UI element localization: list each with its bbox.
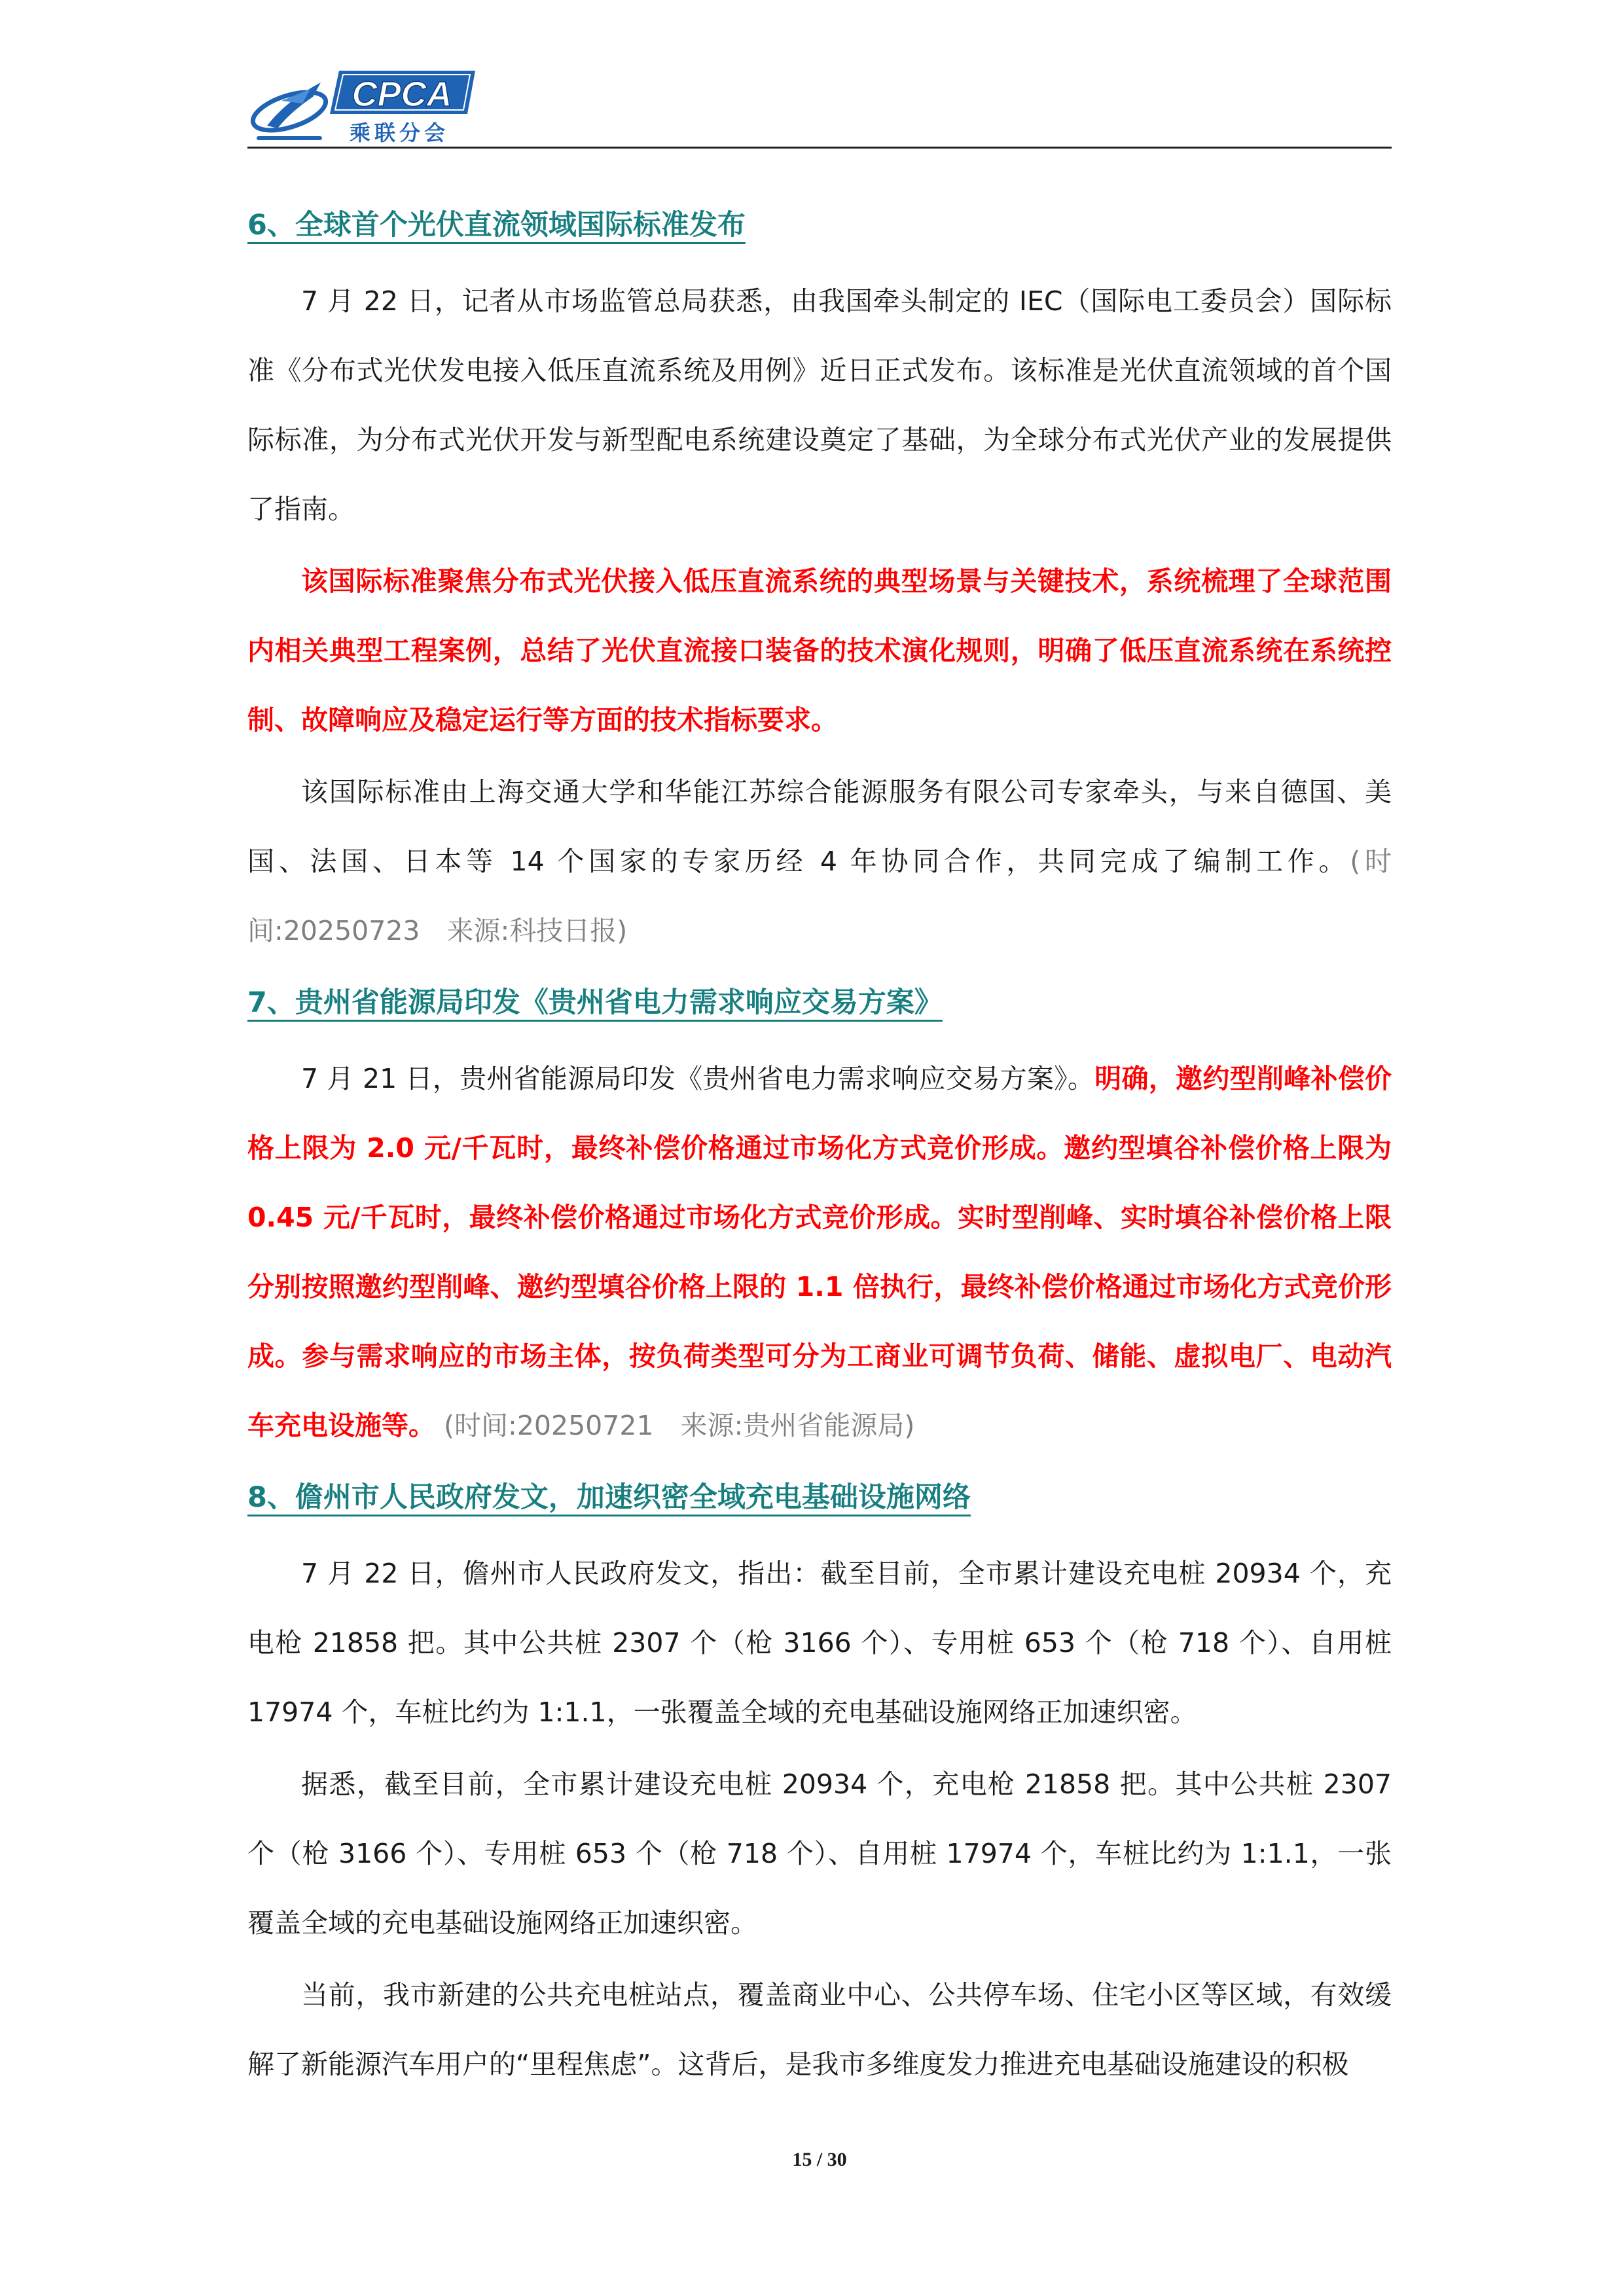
paragraph [247,1044,1392,1460]
highlight-paragraph [247,547,1392,755]
highlight-text: 该国际标准聚焦分布式光伏接入低压直流系统的典型场景与关键技术，系统梳理了全球范围内相关典型工程案例，总结了光伏直流接口装备的技术演化规则，明确了低压直流系统在系统控制、故障响应及稳定运行等方面的技术指标要求。 [247,565,1392,736]
paragraph [247,1539,1392,1747]
section-heading [247,968,1392,1037]
header-rule [247,147,1392,149]
paragraph [247,757,1392,965]
cpca-subtitle: 乘联分会 [349,120,450,145]
paragraph-text: 该国际标准由上海交通大学和华能江苏综合能源服务有限公司专家牵头，与来自德国、美国、法国、日本等 14 个国家的专家历经 4 年协同合作，共同完成了编制工作。 [247,776,1392,877]
section-heading-text: 7、贵州省能源局印发《贵州省电力需求响应交易方案》 [247,986,943,1019]
section-heading-text: 6、全球首个光伏直流领域国际标准发布 [247,209,746,242]
paragraph-text: 据悉，截至目前，全市累计建设充电桩 20934 个，充电枪 21858 把。其中公共桩 2307 个（枪 3166 个）、专用桩 653 个（枪 718 个）、自用桩 17974 个，车桩比约为 1:1.1，一张覆盖全域的充电基础设施网络正加速织密。 [247,1768,1392,1939]
paragraph [247,1749,1392,1958]
article-body [247,190,1392,2102]
cpca-banner [330,71,475,114]
cpca-logo [247,63,477,147]
cpca-banner-text: CPCA [352,75,452,114]
source-note: (时间:20250723 来源:科技日报) [247,846,1392,946]
paragraph-text: 7 月 21 日，贵州省能源局印发《贵州省电力需求响应交易方案》。 [301,1063,1095,1094]
paragraph-text: 7 月 22 日，儋州市人民政府发文，指出：截至目前，全市累计建设充电桩 20934 个，充电枪 21858 把。其中公共桩 2307 个（枪 3166 个）、专用桩 653 个（枪 718 个）、自用桩 17974 个，车桩比约为 1:1.1，一张覆盖全域的充电基础设施网络正加速织密。 [247,1558,1392,1728]
cpca-emblem-icon [248,82,330,140]
paragraph-text: 7 月 22 日，记者从市场监管总局获悉，由我国牵头制定的 IEC（国际电工委员会）国际标准《分布式光伏发电接入低压直流系统及用例》近日正式发布。该标准是光伏直流领域的首个国际标准，为分布式光伏开发与新型配电系统建设奠定了基础，为全球分布式光伏产业的发展提供了指南。 [247,285,1392,525]
paragraph [247,1960,1392,2099]
highlight-text: 明确，邀约型削峰补偿价格上限为 2.0 元/千瓦时，最终补偿价格通过市场化方式竞价形成。邀约型填谷补偿价格上限为 0.45 元/千瓦时，最终补偿价格通过市场化方式竞价形成。实时型削峰、实时填谷补偿价格上限分别按照邀约型削峰、邀约型填谷价格上限的 1.1 倍执行，最终补偿价格通过市场化方式竞价形成。参与需求响应的市场主体，按负荷类型可分为工商业可调节负荷、储能、虚拟电厂、电动汽车充电设施等。 [247,1063,1392,1441]
paragraph-text: 当前，我市新建的公共充电桩站点，覆盖商业中心、公共停车场、住宅小区等区域，有效缓解了新能源汽车用户的“里程焦虑”。这背后，是我市多维度发力推进充电基础设施建设的积极 [247,1979,1392,2080]
source-note: (时间:20250721 来源:贵州省能源局) [435,1410,915,1441]
section-heading-text: 8、儋州市人民政府发文，加速织密全域充电基础设施网络 [247,1481,971,1514]
section-heading [247,1463,1392,1532]
paragraph [247,266,1392,544]
section-heading [247,190,1392,260]
page-number: 15 / 30 [792,2149,847,2170]
